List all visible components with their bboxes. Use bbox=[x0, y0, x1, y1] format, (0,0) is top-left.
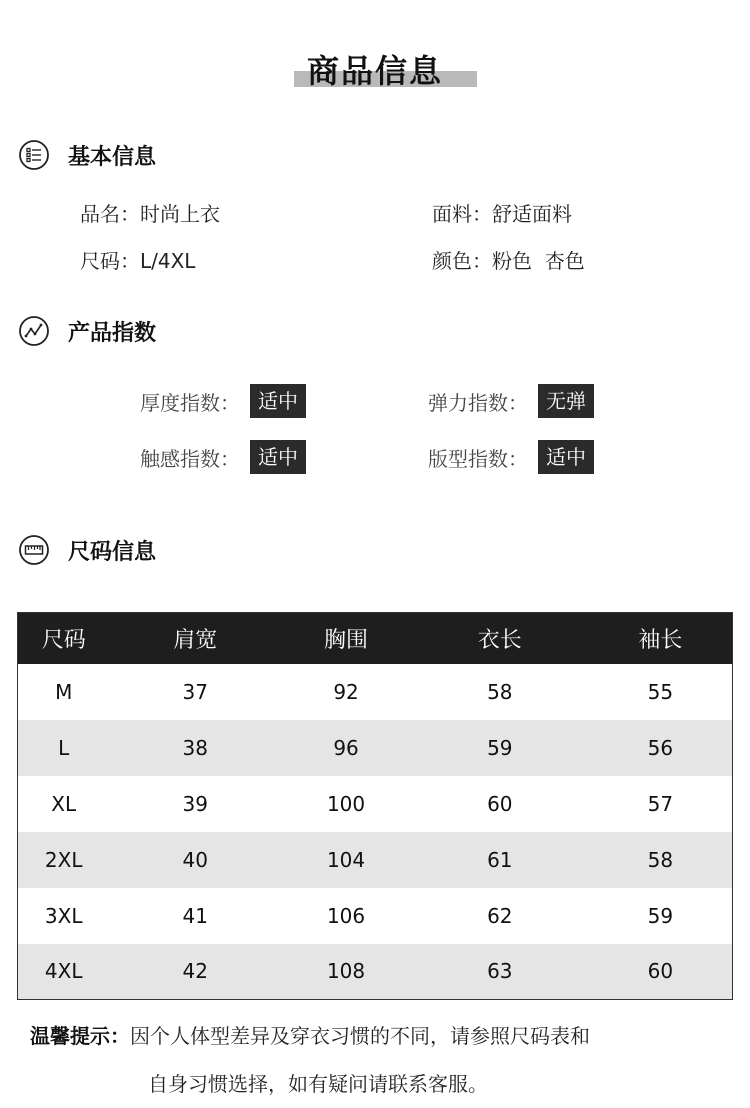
table-cell: 96 bbox=[281, 720, 411, 776]
table-cell: 100 bbox=[326, 791, 366, 816]
index-thickness bbox=[140, 384, 306, 418]
section-product-index bbox=[18, 314, 156, 348]
table-cell: L bbox=[18, 720, 110, 776]
index-badge: 适中 bbox=[538, 440, 594, 474]
table-cell: M bbox=[55, 679, 73, 704]
size-label: 尺码： bbox=[80, 249, 140, 273]
table-row bbox=[18, 888, 733, 944]
column-header: 袖长 bbox=[589, 613, 733, 664]
index-label: 触感指数： bbox=[140, 446, 240, 471]
section-size-info bbox=[18, 533, 156, 567]
table-cell: 59 bbox=[411, 720, 589, 776]
table-cell: 55 bbox=[647, 679, 674, 704]
table-cell: 104 bbox=[281, 832, 411, 888]
size-range bbox=[80, 245, 195, 274]
table-cell: 56 bbox=[589, 720, 733, 776]
section-basic-info bbox=[18, 138, 156, 172]
color-label: 颜色： bbox=[432, 249, 492, 273]
column-header: 胸围 bbox=[281, 613, 411, 664]
table-row bbox=[18, 832, 733, 888]
fabric-value: 舒适面料 bbox=[492, 202, 572, 226]
size-table bbox=[17, 612, 733, 1000]
section-title: 基本信息 bbox=[68, 144, 157, 170]
column-header: 肩宽 bbox=[109, 613, 281, 664]
index-label: 弹力指数： bbox=[428, 390, 528, 415]
table-cell: 41 bbox=[182, 903, 208, 928]
ruler-circle-icon bbox=[18, 534, 50, 566]
page-header bbox=[0, 36, 750, 96]
column-header: 尺码 bbox=[18, 613, 110, 664]
page-title: 商品信息 bbox=[306, 52, 443, 90]
table-cell: 39 bbox=[182, 791, 208, 816]
index-elasticity bbox=[428, 384, 594, 418]
product-name bbox=[80, 198, 220, 227]
table-cell: XL bbox=[51, 791, 77, 816]
table-cell: 62 bbox=[487, 903, 513, 928]
table-cell: 57 bbox=[647, 791, 674, 816]
color-value: 粉色 杏色 bbox=[492, 249, 585, 273]
table-cell: 38 bbox=[109, 720, 281, 776]
index-label: 厚度指数： bbox=[140, 390, 240, 415]
product-name-value: 时尚上衣 bbox=[140, 202, 220, 226]
product-name-label: 品名： bbox=[80, 202, 140, 226]
tip-line-1: 因个人体型差异及穿衣习惯的不同，请参照尺码表和 bbox=[130, 1024, 590, 1048]
warm-tip bbox=[30, 1020, 590, 1049]
section-title: 产品指数 bbox=[68, 320, 157, 346]
table-cell: 58 bbox=[487, 679, 513, 704]
table-cell: 59 bbox=[647, 903, 674, 928]
table-cell: 60 bbox=[487, 791, 513, 816]
size-value: L/4XL bbox=[140, 249, 196, 273]
section-title: 尺码信息 bbox=[68, 539, 157, 565]
color bbox=[432, 245, 585, 274]
index-label: 版型指数： bbox=[428, 446, 528, 471]
table-row bbox=[18, 944, 733, 1000]
table-cell: 61 bbox=[411, 832, 589, 888]
index-badge: 适中 bbox=[250, 384, 306, 418]
table-cell: 3XL bbox=[44, 903, 83, 928]
table-cell: 60 bbox=[589, 944, 733, 1000]
trend-circle-icon bbox=[18, 315, 50, 347]
table-cell: 42 bbox=[109, 944, 281, 1000]
table-header-row bbox=[18, 613, 733, 664]
index-badge: 无弹 bbox=[538, 384, 594, 418]
table-cell: 40 bbox=[109, 832, 281, 888]
table-row bbox=[18, 776, 733, 832]
table-cell: 108 bbox=[281, 944, 411, 1000]
fabric-label: 面料： bbox=[432, 202, 492, 226]
table-cell: 92 bbox=[333, 679, 359, 704]
fabric bbox=[432, 198, 572, 227]
column-header: 衣长 bbox=[411, 613, 589, 664]
table-cell: 4XL bbox=[18, 944, 110, 1000]
index-fit bbox=[428, 440, 594, 474]
table-cell: 106 bbox=[326, 903, 366, 928]
tip-label: 温馨提示： bbox=[30, 1024, 130, 1048]
table-cell: 58 bbox=[589, 832, 733, 888]
table-cell: 2XL bbox=[18, 832, 110, 888]
table-cell: 37 bbox=[182, 679, 208, 704]
index-touch bbox=[140, 440, 306, 474]
tip-line-2: 自身习惯选择，如有疑问请联系客服。 bbox=[148, 1072, 488, 1096]
list-circle-icon bbox=[18, 139, 50, 171]
table-row bbox=[18, 664, 733, 720]
table-row bbox=[18, 720, 733, 776]
table-cell: 63 bbox=[411, 944, 589, 1000]
index-badge: 适中 bbox=[250, 440, 306, 474]
